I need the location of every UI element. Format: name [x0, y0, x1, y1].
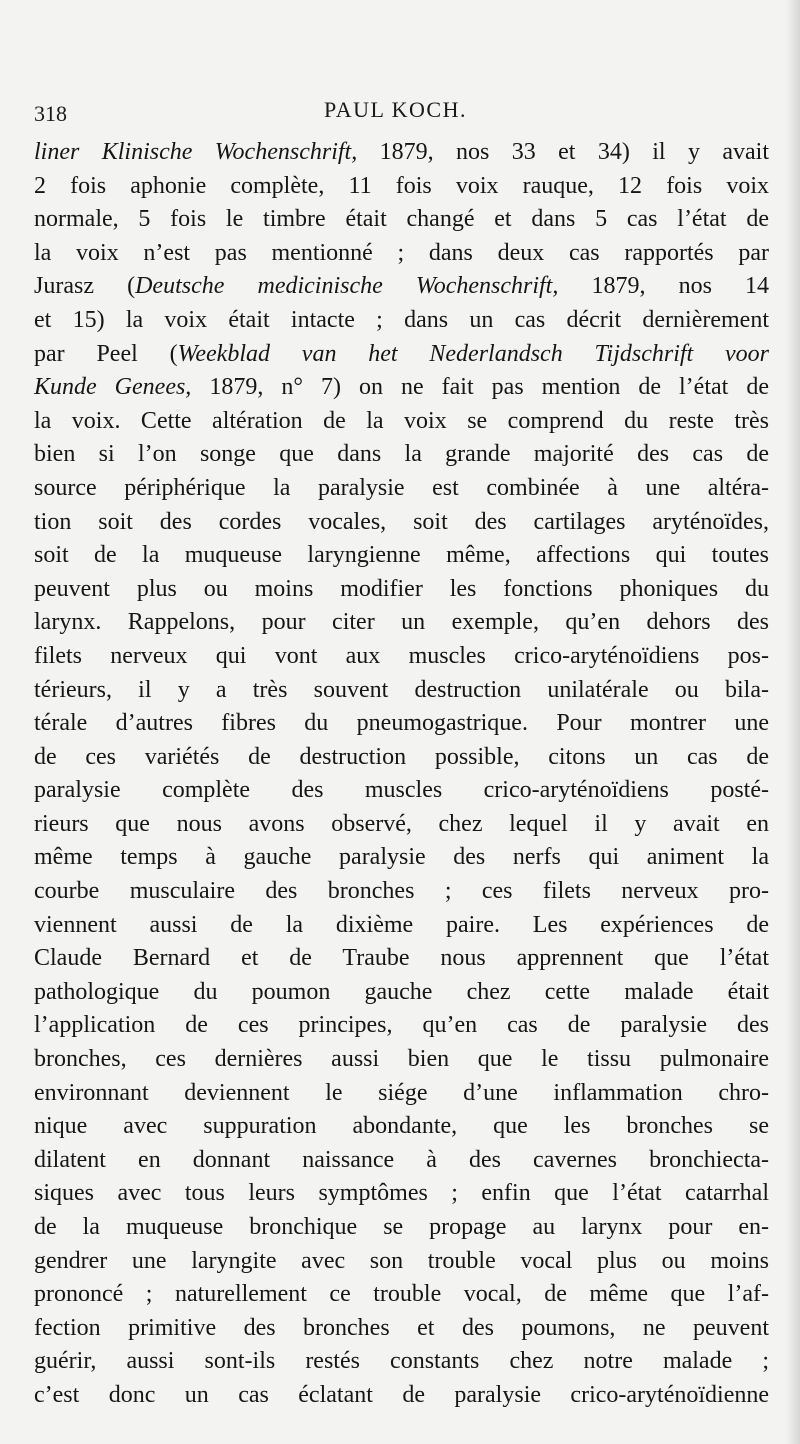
text-segment: et 15) la voix était intacte ; dans un cas décrit dernièrement [34, 306, 769, 333]
text-segment: paralysie complète des muscles crico-aryténoïdiens posté- [34, 777, 769, 804]
text-segment: soit de la muqueuse laryngienne même, affections qui toutes [34, 542, 769, 569]
text-segment: térale d’autres fibres du pneumogastrique. Pour montrer une [34, 710, 769, 737]
text-line [34, 1312, 769, 1346]
text-segment: peuvent plus ou moins modifier les fonctions phoniques du [34, 575, 769, 602]
text-line [34, 841, 769, 875]
text-line [34, 774, 769, 808]
text-segment: par Peel ( [34, 340, 178, 367]
text-segment: guérir, aussi sont-ils restés constants chez notre malade ; [34, 1348, 769, 1375]
text-line [34, 942, 769, 976]
text-segment: pathologique du poumon gauche chez cette malade était [34, 978, 769, 1005]
body-text [34, 136, 769, 1413]
text-segment: bronches, ces dernières aussi bien que le tissu pulmonaire [34, 1046, 769, 1073]
text-line [34, 606, 769, 640]
text-segment: Jurasz ( [34, 273, 136, 300]
text-segment: la voix. Cette altération de la voix se comprend du reste très [34, 407, 769, 434]
page-edge-shadow [786, 0, 800, 1444]
text-segment: filets nerveux qui vont aux muscles crico-aryténoïdiens pos- [34, 642, 769, 669]
text-segment: gendrer une laryngite avec son trouble vocal plus ou moins [34, 1247, 769, 1274]
text-line [34, 203, 769, 237]
text-segment: prononcé ; naturellement ce trouble vocal, de même que l’af- [34, 1281, 769, 1308]
text-line [34, 237, 769, 271]
text-line [34, 506, 769, 540]
text-line [34, 1110, 769, 1144]
italic-text: Deutsche medicinische Wochenschrift, [135, 273, 559, 300]
page-number: 318 [34, 101, 67, 126]
text-segment: larynx. Rappelons, pour citer un exemple, qu’en dehors des [34, 609, 769, 636]
text-line [34, 539, 769, 573]
text-line [34, 674, 769, 708]
text-segment: de la muqueuse bronchique se propage au larynx pour en- [34, 1214, 769, 1240]
page-header [34, 97, 774, 133]
text-line [34, 1043, 769, 1077]
text-segment: la voix n’est pas mentionné ; dans deux cas rapportés par [34, 239, 769, 266]
text-line [34, 1379, 769, 1413]
text-line [34, 808, 769, 842]
text-segment: 1879, nos 33 et 34) il y avait [357, 139, 769, 165]
text-segment: fection primitive des bronches et des poumons, ne peuvent [34, 1314, 769, 1341]
text-segment: c’est donc un cas éclatant de paralysie crico-aryténoïdienne [34, 1381, 769, 1408]
text-segment: courbe musculaire des bronches ; ces filets nerveux pro- [34, 878, 769, 905]
italic-text: liner Klinische Wochenschrift, [34, 139, 358, 165]
text-segment: viennent aussi de la dixième paire. Les expériences de [34, 911, 769, 938]
text-line [34, 304, 769, 338]
text-segment: nique avec suppuration abondante, que les bronches se [34, 1113, 769, 1140]
text-line [34, 1009, 769, 1043]
text-line [34, 438, 769, 472]
text-line [34, 976, 769, 1010]
text-line [34, 405, 769, 439]
text-segment: siques avec tous leurs symptômes ; enfin que l’état catarrhal [34, 1180, 769, 1207]
text-segment: environnant deviennent le siége d’une inflammation chro- [34, 1079, 769, 1106]
text-line [34, 1144, 769, 1178]
text-segment: dilatent en donnant naissance à des cavernes bronchiecta- [34, 1146, 769, 1173]
text-segment: 1879, n° 7) on ne fait pas mention de l’état de [191, 374, 769, 401]
text-line [34, 371, 769, 405]
text-line [34, 1345, 769, 1379]
text-line [34, 1177, 769, 1211]
text-line [34, 472, 769, 506]
text-segment: source périphérique la paralysie est combinée à une altéra- [34, 474, 769, 501]
text-line [34, 875, 769, 909]
text-line [34, 1211, 769, 1245]
text-segment: normale, 5 fois le timbre était changé et dans 5 cas l’état de [34, 206, 769, 233]
text-segment: 2 fois aphonie complète, 11 fois voix rauque, 12 fois voix [34, 172, 769, 199]
text-line [34, 640, 769, 674]
text-line [34, 909, 769, 943]
text-segment: rieurs que nous avons observé, chez lequel il y avait en [34, 810, 769, 837]
text-line [34, 573, 769, 607]
italic-text: Weekblad van het Nederlandsch Tijdschrift voor [177, 340, 769, 367]
text-segment: térieurs, il y a très souvent destruction unilatérale ou bila- [34, 676, 769, 703]
text-segment: tion soit des cordes vocales, soit des cartilages aryténoïdes, [34, 508, 769, 535]
text-segment: de ces variétés de destruction possible, citons un cas de [34, 743, 769, 770]
text-line [34, 338, 769, 372]
text-segment: Claude Bernard et de Traube nous apprennent que l’état [34, 945, 769, 972]
text-line [34, 1245, 769, 1279]
text-line [34, 741, 769, 775]
italic-text: Kunde Genees, [34, 374, 192, 401]
text-line [34, 1077, 769, 1111]
text-line [34, 1278, 769, 1312]
text-line [34, 270, 769, 304]
text-segment: bien si l’on songe que dans la grande majorité des cas de [34, 441, 769, 468]
text-line [34, 707, 769, 741]
text-line [34, 136, 769, 170]
text-segment: 1879, nos 14 [558, 273, 770, 300]
text-segment: même temps à gauche paralysie des nerfs qui animent la [34, 844, 769, 871]
text-line [34, 170, 769, 204]
text-segment: l’application de ces principes, qu’en cas de paralysie des [34, 1012, 769, 1039]
running-head: PAUL KOCH. [324, 97, 467, 122]
